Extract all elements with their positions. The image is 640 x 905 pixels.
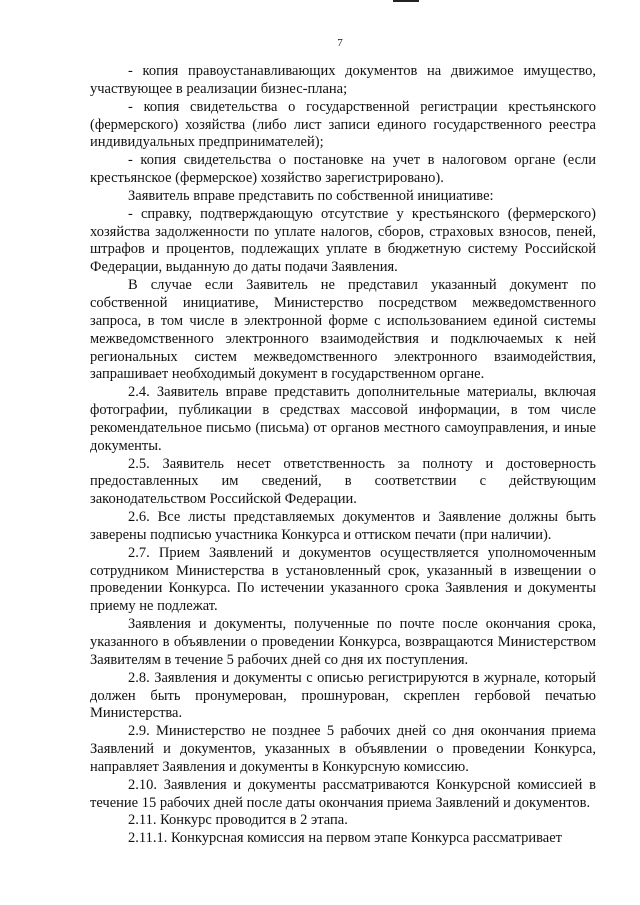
paragraph: В случае если Заявитель не представил указанный документ по собственной инициативе, Министерство посредством межведомственного запроса, в том числе в электронной форме с использованием единой системы межведомственного электронного взаимодействия и подключаемых к ней региональных систем межведомственного электронного взаимодействия, запрашивает необходимый документ в государственном органе. (90, 277, 596, 383)
paragraph: - справку, подтверждающую отсутствие у крестьянского (фермерского) хозяйства задолженности по уплате налогов, сборов, страховых взносов, пеней, штрафов и процентов, подлежащих уплате в бюджетную систему Российской Федерации, выданную до даты подачи Заявления. (90, 205, 596, 276)
page-number: 7 (337, 37, 343, 49)
paragraph: 2.6. Все листы представляемых документов и Заявление должны быть заверены подписью участника Конкурса и оттиском печати (при наличии). (90, 509, 596, 543)
paragraph: - копия правоустанавливающих документов на движимое имущество, участвующее в реализации бизнес-плана; (90, 63, 596, 97)
paragraph: 2.10. Заявления и документы рассматриваются Конкурсной комиссией в течение 15 рабочих дней после даты окончания приема Заявлений и документов. (90, 776, 596, 811)
paragraph: Заявления и документы, полученные по почте после окончания срока, указанного в объявлении о проведении Конкурса, возвращаются Министерством Заявителям в течение 5 рабочих дней со дня их поступления. (90, 616, 596, 668)
paragraph: 2.4. Заявитель вправе представить дополнительные материалы, включая фотографии, публикации в средствах массовой информации, в том числе рекомендательное письмо (письма) от органов местного самоуправления, и иные документы. (90, 384, 596, 454)
paragraph: - копия свидетельства о государственной регистрации крестьянского (фермерского) хозяйства (либо лист записи единого государственного реестра индивидуальных предпринимателей); (90, 98, 596, 151)
paragraph: 2.11. Конкурс проводится в 2 этапа. (128, 812, 348, 829)
paragraph: 2.8. Заявления и документы с описью регистрируются в журнале, который должен быть пронумерован, прошнурован, скреплен гербовой печатью Министерства. (90, 669, 596, 722)
paragraph: 2.11.1. Конкурсная комиссия на первом этапе Конкурса рассматривает (128, 830, 562, 847)
paragraph: - копия свидетельства о постановке на учет в налоговом органе (если крестьянское (фермерское) хозяйство зарегистрировано). (90, 152, 596, 187)
paragraph: Заявитель вправе представить по собственной инициативе: (128, 187, 494, 204)
paragraph: 2.5. Заявитель несет ответственность за полноту и достоверность предоставленных им сведений, в соответствии с действующим законодательством Российской Федерации. (90, 455, 596, 508)
paragraph: 2.7. Прием Заявлений и документов осуществляется уполномоченным сотрудником Министерства в установленный срок, указанный в извещении о проведении Конкурса. По истечении указанного срока Заявления и документы приему не подлежат. (90, 544, 596, 615)
top-edge-mark (393, 0, 419, 2)
document-body (90, 63, 596, 848)
paragraph: 2.9. Министерство не позднее 5 рабочих дней со дня окончания приема Заявлений и документов, указанных в объявлении о проведении Конкурса, направляет Заявления и документы в Конкурсную комиссию. (90, 723, 596, 775)
